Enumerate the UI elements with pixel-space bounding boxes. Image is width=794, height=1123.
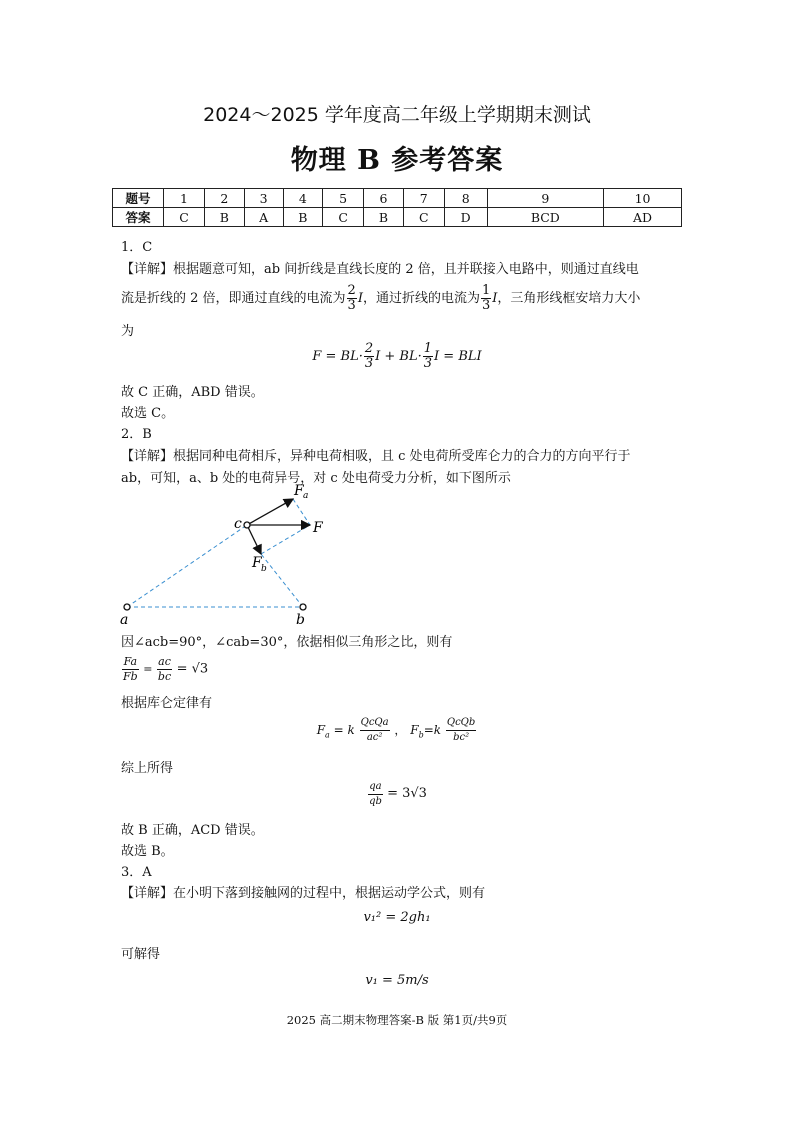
q3-heading: 3．A xyxy=(121,865,152,880)
table-cell: 7 xyxy=(403,189,444,208)
charge-c xyxy=(244,522,250,528)
row-label-number: 题号 xyxy=(113,189,164,208)
dashed-line-ac xyxy=(127,525,247,607)
q1-text: 流是折线的 2 倍，即通过直线的电流为 xyxy=(121,291,346,306)
doc-title: 2024～2025 学年度高二年级上学期期末测试 xyxy=(203,104,591,126)
force-arrow-fa xyxy=(247,499,293,525)
table-cell: 1 xyxy=(164,189,205,208)
denominator: 3 xyxy=(481,298,491,313)
label-fa: F xyxy=(294,483,304,499)
label-fa-sub: a xyxy=(303,491,309,501)
q1-paragraph-3: 为 xyxy=(121,324,135,339)
table-cell: 5 xyxy=(323,189,364,208)
fraction-fa-fb xyxy=(122,655,139,684)
numerator: Fa xyxy=(123,655,138,668)
q2-conclusion: 故 B 正确，ACD 错误。 xyxy=(121,823,264,838)
current-symbol: I xyxy=(357,291,363,306)
q2-paragraph-4: 根据库仑定律有 xyxy=(121,696,213,711)
q1-text: ，三角形线框安培力大小 xyxy=(497,291,641,306)
q2-paragraph-2: ab，可知，a、b 处的电荷异号，对 c 处电荷受力分析，如下图所示 xyxy=(121,471,511,486)
label-fb: F xyxy=(252,555,262,571)
dashed-line-fb-f xyxy=(261,525,310,554)
eq-part: = k xyxy=(333,723,355,737)
numerator: 1 xyxy=(481,283,491,298)
denominator: 3 xyxy=(423,356,433,371)
fraction-coulomb-b xyxy=(446,716,476,745)
table-cell: 6 xyxy=(364,189,404,208)
q2-paragraph-3: 因∠acb=90°，∠cab=30°，依据相似三角形之比，则有 xyxy=(121,635,453,650)
table-cell: BCD xyxy=(487,208,604,227)
table-cell: 3 xyxy=(244,189,283,208)
label-b: b xyxy=(296,612,305,628)
numerator: qa xyxy=(368,780,383,795)
numerator: 2 xyxy=(347,283,356,298)
fraction-two-thirds xyxy=(347,284,357,313)
numerator: ac xyxy=(158,655,171,668)
table-cell: 10 xyxy=(604,189,682,208)
table-cell: B xyxy=(205,208,245,227)
label-a: a xyxy=(120,612,129,628)
q2-paragraph-5: 综上所得 xyxy=(121,761,174,776)
q3-equation-1: v₁² = 2gh₁ xyxy=(363,910,431,925)
q1-paragraph-1: 【详解】根据题意可知，ab 间折线是直线长度的 2 倍，且并联接入电路中，则通过直线电 xyxy=(121,262,639,277)
table-cell: B xyxy=(283,208,323,227)
denominator: bc xyxy=(157,670,172,683)
denominator: ac² xyxy=(366,732,383,743)
q1-conclusion: 故 C 正确，ABD 错误。 xyxy=(121,385,264,400)
table-cell: 2 xyxy=(205,189,245,208)
fraction-two-thirds xyxy=(364,342,374,371)
denominator: 3 xyxy=(364,356,374,371)
dashed-line-bc xyxy=(261,554,303,607)
force-arrow-fb xyxy=(247,525,261,554)
denominator: Fb xyxy=(123,670,138,683)
table-cell: 4 xyxy=(283,189,323,208)
fraction-ac-bc xyxy=(157,655,172,684)
eq-subscript: b xyxy=(418,730,424,740)
table-cell: C xyxy=(164,208,205,227)
q1-text: ，通过折线的电流为 xyxy=(362,291,480,306)
q2-result-equation xyxy=(0,780,794,809)
label-f: F xyxy=(313,520,323,536)
q1-paragraph-2 xyxy=(121,284,640,313)
eq-part: F xyxy=(410,723,419,737)
table-cell: C xyxy=(323,208,364,227)
q3-paragraph-2: 可解得 xyxy=(121,947,161,962)
numerator: QcQa xyxy=(360,716,390,731)
q2-paragraph-1: 【详解】根据同种电荷相斥，异种电荷相吸，且 c 处电荷所受库仑力的合力的方向平行于 xyxy=(121,449,631,464)
result-value: = 3√3 xyxy=(387,786,427,801)
table-cell: AD xyxy=(604,208,682,227)
fraction-one-third xyxy=(481,284,491,313)
numerator: QcQb xyxy=(446,716,476,731)
numerator: 1 xyxy=(423,341,433,356)
q1-heading: 1．C xyxy=(121,240,153,255)
ratio-value: = √3 xyxy=(176,661,209,677)
eq-separator: ， xyxy=(394,723,407,737)
denominator: 3 xyxy=(347,298,356,313)
doc-subtitle: 物理 B 参考答案 xyxy=(290,145,504,176)
answer-table xyxy=(112,188,682,227)
q2-heading: 2．B xyxy=(121,427,152,442)
q3-paragraph-1: 【详解】在小明下落到接触网的过程中，根据运动学公式，则有 xyxy=(121,886,486,901)
label-c: c xyxy=(234,516,242,532)
table-row-answers xyxy=(113,208,682,227)
dashed-line-fa-f xyxy=(293,499,310,525)
fraction-one-third xyxy=(423,342,433,371)
eq-part: F = BL· xyxy=(312,349,363,364)
table-cell: B xyxy=(364,208,404,227)
label-fb-sub: b xyxy=(261,564,267,574)
table-row-numbers xyxy=(113,189,682,208)
fraction-coulomb-a xyxy=(360,716,390,745)
table-cell: 8 xyxy=(444,189,487,208)
charge-a xyxy=(124,604,130,610)
table-cell: C xyxy=(403,208,444,227)
q2-coulomb-equation xyxy=(0,716,794,745)
page-footer: 2025 高二期末物理答案-B 版 第1页/共9页 xyxy=(286,1013,508,1027)
table-cell: D xyxy=(444,208,487,227)
current-symbol: I xyxy=(492,291,498,306)
table-cell: A xyxy=(244,208,283,227)
fraction-qa-qb xyxy=(368,780,383,809)
q1-equation xyxy=(0,342,794,371)
denominator: qb xyxy=(369,796,382,807)
q1-choice: 故选 C。 xyxy=(121,406,175,421)
eq-part: I = BLI xyxy=(434,349,482,364)
q3-equation-2: v₁ = 5m/s xyxy=(365,973,429,988)
eq-subscript: a xyxy=(325,730,330,740)
numerator: 2 xyxy=(364,341,374,356)
table-cell: 9 xyxy=(487,189,604,208)
eq-part: F xyxy=(316,723,326,737)
force-diagram xyxy=(110,478,340,628)
row-label-answer: 答案 xyxy=(113,208,164,227)
charge-b xyxy=(300,604,306,610)
eq-part: =k xyxy=(423,723,442,737)
denominator: bc² xyxy=(453,732,470,743)
q2-ratio-equation: $\frac{Fa}{Fb}$ = $\frac{ac}{bc}$ = √3 xyxy=(123,655,209,683)
eq-part: I + BL· xyxy=(375,349,422,364)
q2-choice: 故选 B。 xyxy=(121,844,174,859)
